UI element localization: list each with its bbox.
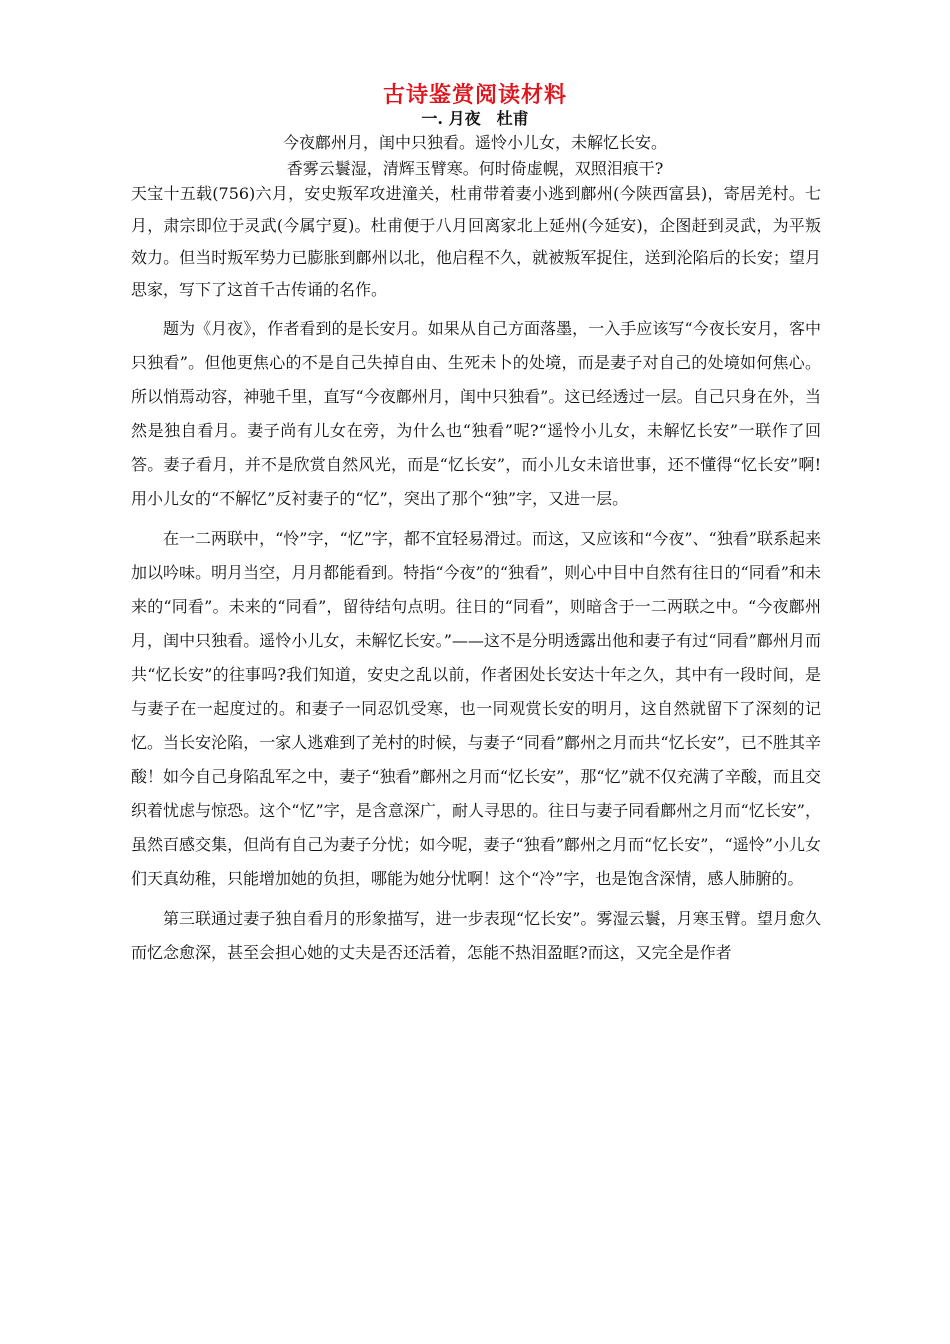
paragraph-analysis-1: 题为《月夜》，作者看到的是长安月。如果从自己方面落墨，一入手应该写“今夜长安月，客中只独看”。但他更焦心的不是自己失掉自由、生死未卜的处境，而是妻子对自己的处境如何焦心。所以悄焉动容，神驰千里，直写“今夜鄜州月，闺中只独看”。这已经透过一层。自己只身在外，当然是独自看月。妻子尚有儿女在旁，为什么也“独看”呢?“遥怜小儿女，未解忆长安”一联作了回答。妻子看月，并不是欣赏自然风光，而是“忆长安”，而小儿女未谙世事，还不懂得“忆长安”啊!用小儿女的“不解忆”反衬妻子的“忆”，突出了那个“独”字，又进一层。 bbox=[131, 319, 821, 508]
poem-line-2: 香雾云鬟湿，清辉玉臂寒。何时倚虚幌，双照泪痕干? bbox=[286, 159, 664, 178]
document-title: 古诗鉴赏阅读材料 bbox=[382, 82, 567, 108]
poem-heading: 一. 月夜 杜甫 bbox=[421, 109, 529, 128]
paragraph-background: 天宝十五载(756)六月，安史叛军攻进潼关，杜甫带着妻小逃到鄜州(今陕西富县)，寄居羌村。七月，肃宗即位于灵武(今属宁夏)。杜甫便于八月回离家北上延州(今延安)，企图赶到灵武，为平叛效力。但当时叛军势力已膨胀到鄜州以北，他启程不久，就被叛军捉住，送到沦陷后的长安；望月思家，写下了这首千古传诵的名作。 bbox=[131, 184, 821, 299]
paragraph-analysis-3: 第三联通过妻子独自看月的形象描写，进一步表现“忆长安”。雾湿云鬟，月寒玉臂。望月愈久而忆念愈深，甚至会担心她的丈夫是否还活着，怎能不热泪盈眶?而这，又完全是作者 bbox=[131, 909, 821, 962]
document-body bbox=[131, 178, 821, 970]
poem-line-1: 今夜鄜州月，闺中只独看。遥怜小儿女，未解忆长安。 bbox=[282, 133, 667, 152]
paragraph-analysis-2: 在一二两联中，“怜”字，“忆”字，都不宜轻易滑过。而这，又应该和“今夜”、“独看”联系起来加以吟味。明月当空，月月都能看到。特指“今夜”的“独看”，则心中目中自然有往日的“同看”和未来的“同看”。未来的“同看”，留待结句点明。往日的“同看”，则暗含于一二两联之中。“今夜鄜州月，闺中只独看。遥怜小儿女，未解忆长安。”——这不是分明透露出他和妻子有过“同看”鄜州月而共“忆长安”的往事吗?我们知道，安史之乱以前，作者困处长安达十年之久，其中有一段时间，是与妻子在一起度过的。和妻子一同忍饥受寒，也一同观赏长安的明月，这自然就留下了深刻的记忆。当长安沦陷，一家人逃难到了羌村的时候，与妻子“同看”鄜州之月而共“忆长安”，已不胜其辛酸！如今自己身陷乱军之中，妻子“独看”鄜州之月而“忆长安”，那“忆”就不仅充满了辛酸，而且交织着忧虑与惊恐。这个“忆”字，是含意深广，耐人寻思的。往日与妻子同看鄜州之月而“忆长安”，虽然百感交集，但尚有自己为妻子分忧；如今呢，妻子“独看”鄜州之月而“忆长安”，“遥怜”小儿女们天真幼稚，只能增加她的负担，哪能为她分忧啊！这个“冷”字，也是饱含深情，感人肺腑的。 bbox=[131, 529, 821, 888]
